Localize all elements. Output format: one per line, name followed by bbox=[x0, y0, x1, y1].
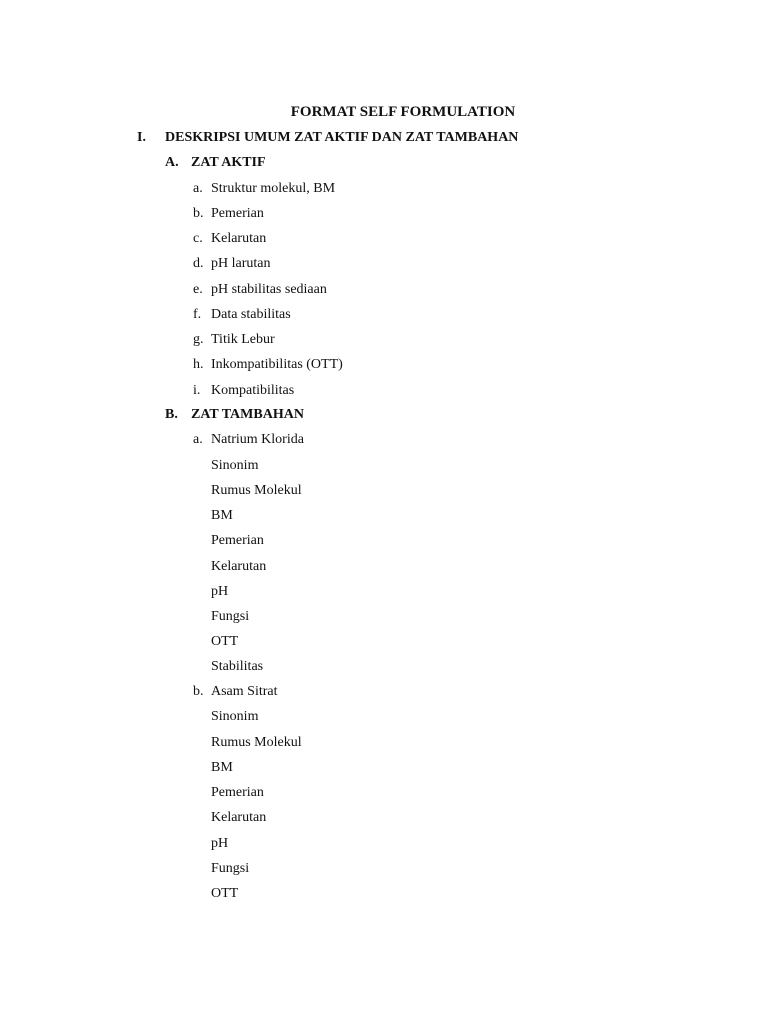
field-label: Kelarutan bbox=[211, 810, 267, 825]
field-label: pH bbox=[211, 836, 229, 851]
field-label: Sinonim bbox=[211, 458, 259, 473]
subsection-a-marker: A. bbox=[165, 155, 179, 170]
list-item-text: Inkompatibilitas (OTT) bbox=[211, 357, 343, 372]
field-label: Stabilitas bbox=[211, 659, 264, 674]
subsection-b-marker: B. bbox=[165, 407, 178, 422]
field-label: Fungsi bbox=[211, 609, 250, 624]
list-item-marker: b. bbox=[193, 684, 204, 699]
list-item-text: Data stabilitas bbox=[211, 307, 291, 322]
list-item-marker: e. bbox=[193, 282, 203, 297]
list-item-text: Titik Lebur bbox=[211, 332, 275, 347]
list-item-text: Natrium Klorida bbox=[211, 432, 304, 447]
field-label: BM bbox=[211, 760, 233, 775]
list-item-marker: h. bbox=[193, 357, 204, 372]
list-item-marker: c. bbox=[193, 231, 203, 246]
subsection-b-heading: ZAT TAMBAHAN bbox=[191, 407, 304, 422]
field-label: BM bbox=[211, 508, 233, 523]
field-label: Fungsi bbox=[211, 861, 250, 876]
list-item-marker: i. bbox=[193, 383, 201, 398]
list-item-marker: a. bbox=[193, 181, 203, 196]
list-item-text: pH larutan bbox=[211, 256, 271, 271]
list-item-marker: f. bbox=[193, 307, 202, 322]
list-item-marker: a. bbox=[193, 432, 203, 447]
list-item-text: pH stabilitas sediaan bbox=[211, 282, 327, 297]
list-item-text: Asam Sitrat bbox=[211, 684, 278, 699]
field-label: OTT bbox=[211, 886, 239, 901]
field-label: pH bbox=[211, 584, 229, 599]
list-item-marker: b. bbox=[193, 206, 204, 221]
section-i-marker: I. bbox=[137, 130, 146, 145]
field-label: OTT bbox=[211, 634, 239, 649]
section-i-heading: DESKRIPSI UMUM ZAT AKTIF DAN ZAT TAMBAHAN bbox=[165, 130, 519, 145]
field-label: Kelarutan bbox=[211, 559, 267, 574]
list-item-text: Pemerian bbox=[211, 206, 264, 221]
list-item-text: Kelarutan bbox=[211, 231, 267, 246]
field-label: Pemerian bbox=[211, 785, 264, 800]
field-label: Rumus Molekul bbox=[211, 735, 302, 750]
field-label: Sinonim bbox=[211, 709, 259, 724]
field-label: Pemerian bbox=[211, 533, 264, 548]
list-item-text: Struktur molekul, BM bbox=[211, 181, 336, 196]
list-item-marker: g. bbox=[193, 332, 204, 347]
subsection-a-heading: ZAT AKTIF bbox=[191, 155, 266, 170]
list-item-text: Kompatibilitas bbox=[211, 383, 295, 398]
document-title: FORMAT SELF FORMULATION bbox=[290, 104, 516, 120]
field-label: Rumus Molekul bbox=[211, 483, 302, 498]
list-item-marker: d. bbox=[193, 256, 204, 271]
